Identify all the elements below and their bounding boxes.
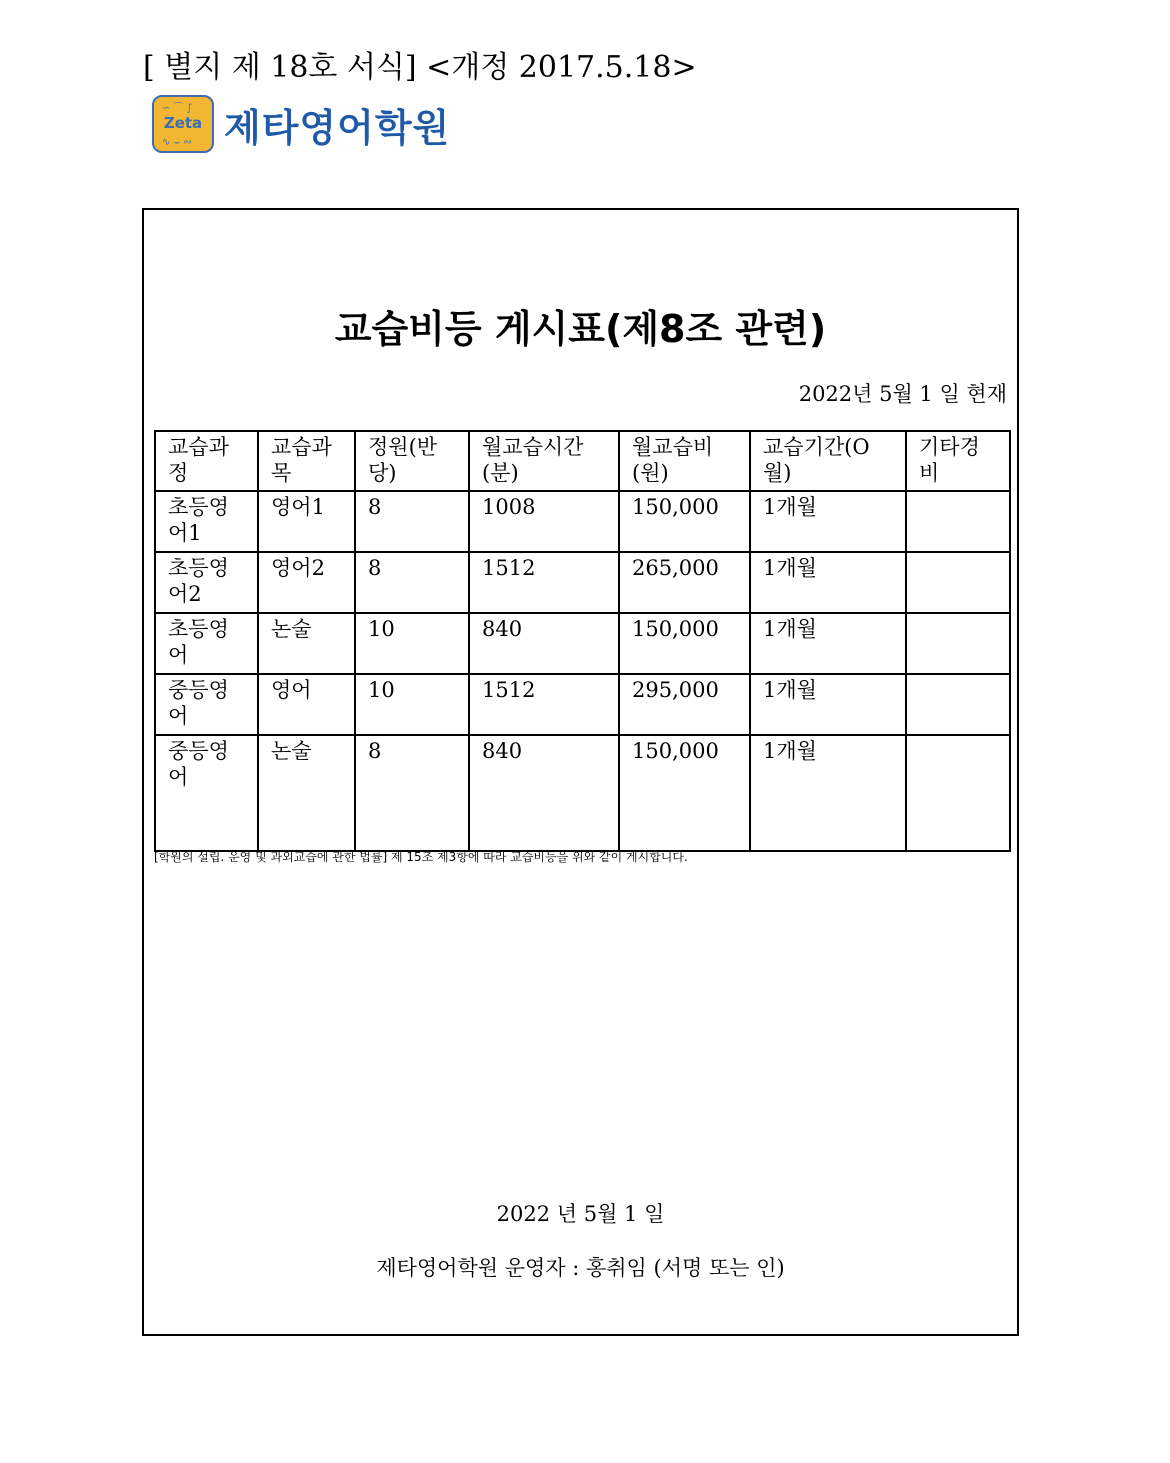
cell-period: 1개월 bbox=[750, 613, 906, 674]
cell-period: 1개월 bbox=[750, 491, 906, 552]
cell-course: 중등영어 bbox=[155, 674, 258, 735]
document-title: 교습비등 게시표(제8조 관련) bbox=[334, 307, 827, 351]
logo-mark-text: Zeta bbox=[163, 114, 203, 132]
cell-other-costs bbox=[906, 735, 1010, 851]
cell-monthly-minutes: 1008 bbox=[469, 491, 619, 552]
cell-monthly-fee: 150,000 bbox=[619, 491, 750, 552]
operator-signature-line: 제타영어학원 운영자 : 홍취임 (서명 또는 인) bbox=[376, 1256, 785, 1280]
legal-footnote: [학원의 설립. 운영 및 과외교습에 관한 법률] 제 15조 제3항에 따라 교습비등을 위와 같이 게시합니다. bbox=[154, 850, 688, 864]
cell-period: 1개월 bbox=[750, 674, 906, 735]
academy-logo bbox=[152, 95, 450, 153]
cell-monthly-fee: 295,000 bbox=[619, 674, 750, 735]
cell-course: 중등영어 bbox=[155, 735, 258, 851]
header-course: 교습과정 bbox=[155, 431, 258, 491]
table-row bbox=[155, 674, 1010, 735]
table-row bbox=[155, 491, 1010, 552]
header-other-costs: 기타경비 bbox=[906, 431, 1010, 491]
cell-other-costs bbox=[906, 613, 1010, 674]
cell-monthly-fee: 150,000 bbox=[619, 613, 750, 674]
cell-other-costs bbox=[906, 674, 1010, 735]
table-row bbox=[155, 735, 1010, 851]
cell-capacity: 10 bbox=[355, 674, 469, 735]
cell-monthly-minutes: 840 bbox=[469, 735, 619, 851]
cell-other-costs bbox=[906, 552, 1010, 613]
header-monthly-fee: 월교습비(원) bbox=[619, 431, 750, 491]
cell-period: 1개월 bbox=[750, 735, 906, 851]
cell-period: 1개월 bbox=[750, 552, 906, 613]
header-subject: 교습과목 bbox=[258, 431, 355, 491]
as-of-date: 2022년 5월 1 일 현재 bbox=[798, 382, 1007, 406]
cell-subject: 논술 bbox=[258, 735, 355, 851]
cell-capacity: 8 bbox=[355, 491, 469, 552]
table-row bbox=[155, 613, 1010, 674]
cell-capacity: 10 bbox=[355, 613, 469, 674]
cell-capacity: 8 bbox=[355, 735, 469, 851]
table-row bbox=[155, 552, 1010, 613]
cell-subject: 영어2 bbox=[258, 552, 355, 613]
header-capacity: 정원(반당) bbox=[355, 431, 469, 491]
header-period: 교습기간(O월) bbox=[750, 431, 906, 491]
cell-course: 초등영어 bbox=[155, 613, 258, 674]
form-label: [ 별지 제 18호 서식] <개정 2017.5.18> bbox=[143, 50, 697, 85]
cell-monthly-fee: 265,000 bbox=[619, 552, 750, 613]
table-header-row bbox=[155, 431, 1010, 491]
cell-course: 초등영어2 bbox=[155, 552, 258, 613]
signature-date: 2022 년 5월 1 일 bbox=[496, 1202, 665, 1226]
cell-subject: 영어 bbox=[258, 674, 355, 735]
cell-other-costs bbox=[906, 491, 1010, 552]
cell-monthly-minutes: 840 bbox=[469, 613, 619, 674]
cell-capacity: 8 bbox=[355, 552, 469, 613]
zeta-logo-icon: ∽ ⌒ ∫ Zeta ∿ ⌣ ∾ bbox=[152, 95, 214, 153]
cell-monthly-minutes: 1512 bbox=[469, 552, 619, 613]
notice-frame bbox=[142, 208, 1019, 1336]
cell-subject: 영어1 bbox=[258, 491, 355, 552]
academy-name: 제타영어학원 bbox=[224, 105, 451, 150]
cell-monthly-fee: 150,000 bbox=[619, 735, 750, 851]
header-monthly-minutes: 월교습시간(분) bbox=[469, 431, 619, 491]
cell-monthly-minutes: 1512 bbox=[469, 674, 619, 735]
fee-table bbox=[154, 430, 1011, 852]
cell-subject: 논술 bbox=[258, 613, 355, 674]
cell-course: 초등영어1 bbox=[155, 491, 258, 552]
